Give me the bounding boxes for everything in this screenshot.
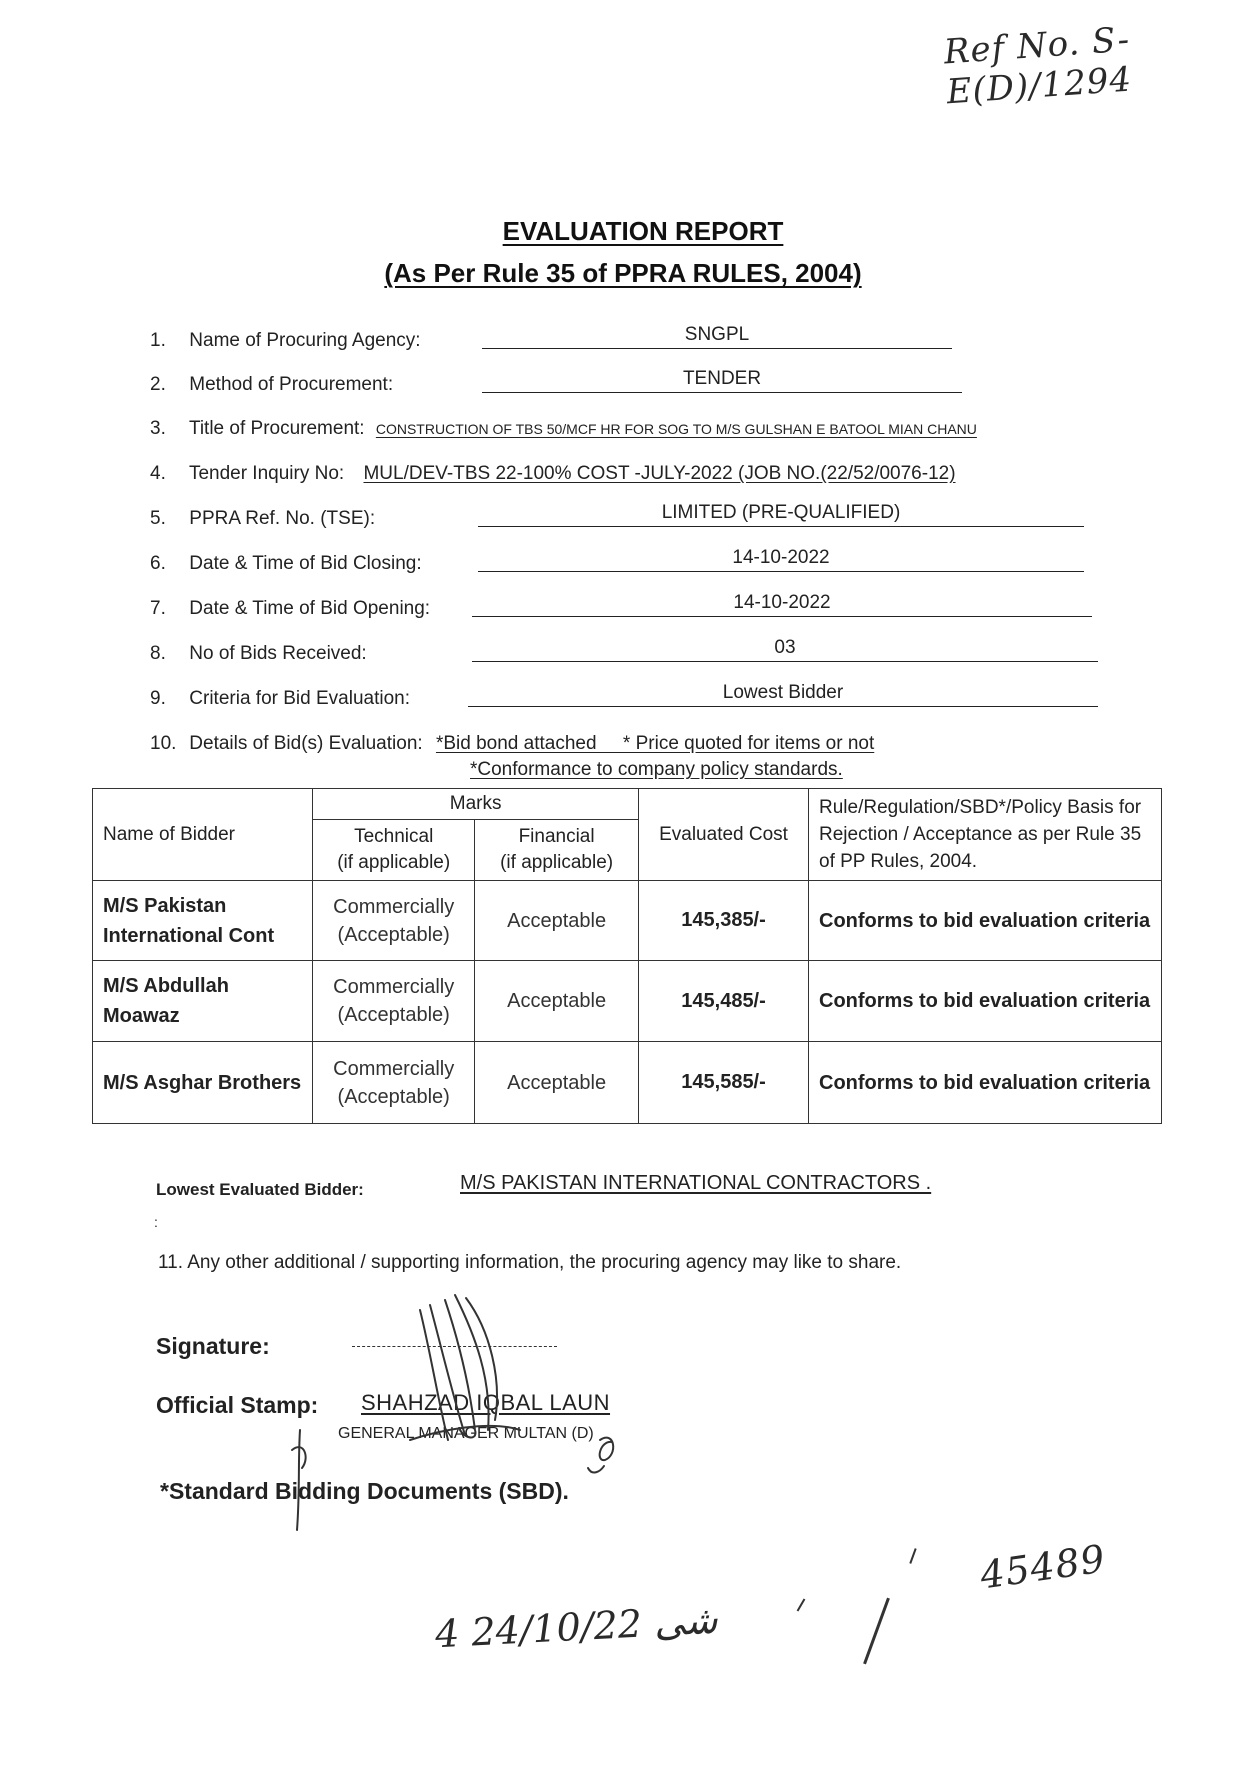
item-number: 3. (150, 418, 166, 439)
bidder-basis: Conforms to bid evaluation criteria (809, 881, 1162, 961)
header-technical (313, 820, 475, 881)
header-name-of-bidder: Name of Bidder (93, 789, 313, 881)
item-label: Criteria for Bid Evaluation: (189, 688, 410, 709)
header-financial-label: Financial (518, 826, 595, 847)
item-title-of-procurement (150, 418, 977, 440)
handwritten-reference-number: Ref No. S-E(D)/1294 (942, 19, 1134, 113)
item-number: 8. (150, 643, 166, 664)
bidder-financial: Acceptable (475, 961, 639, 1042)
bidder-evaluated-cost: 145,585/- (639, 1042, 809, 1124)
item-bids-received (150, 637, 796, 665)
bidder-name: M/S Pakistan International Cont (93, 881, 313, 961)
signature-label: Signature: (156, 1333, 270, 1359)
ppra-ref-value: LIMITED (PRE-QUALIFIED) (478, 502, 1084, 527)
item-number: 7. (150, 598, 166, 619)
title-of-procurement-value: CONSTRUCTION OF TBS 50/MCF HR FOR SOG TO M/S GULSHAN E BATOOL MIAN CHANU (375, 421, 977, 437)
table-row (93, 881, 1162, 961)
item-label: No of Bids Received: (189, 643, 367, 664)
item-label: Details of Bid(s) Evaluation: (189, 733, 423, 754)
item-additional-information: 11. Any other additional / supporting information, the procuring agency may like to share. (158, 1252, 902, 1273)
bidder-name: M/S Abdullah Moawaz (93, 961, 313, 1042)
report-title (0, 216, 1246, 247)
table-row (93, 1042, 1162, 1124)
header-basis: Rule/Regulation/SBD*/Policy Basis for Rejection / Acceptance as per Rule 35 of PP Rules, 2004. (809, 789, 1162, 881)
method-of-procurement-value: TENDER (482, 368, 962, 393)
stamp-title: GENERAL MANAGER MULTAN (D) (338, 1425, 594, 1442)
bidder-technical: Commercially (Acceptable) (313, 961, 475, 1042)
bid-evaluation-details-value-line-2: *Conformance to company policy standards. (470, 759, 843, 780)
bid-closing-value: 14-10-2022 (478, 547, 1084, 572)
item-method-of-procurement (150, 368, 762, 396)
item-label: Title of Procurement: (188, 418, 365, 439)
procuring-agency-value: SNGPL (482, 324, 952, 349)
stray-mark: : (154, 1214, 158, 1230)
criteria-value: Lowest Bidder (468, 682, 1098, 707)
item-criteria (150, 682, 844, 710)
item-ppra-ref (150, 502, 901, 530)
bid-evaluation-details-value: *Bid bond attached * Price quoted for items or not (435, 733, 875, 754)
item-label: Method of Procurement: (189, 374, 394, 395)
bid-opening-value: 14-10-2022 (472, 592, 1092, 617)
item-number: 1. (150, 330, 166, 351)
handwritten-diary-number: 45489 (977, 1536, 1109, 1598)
item-number: 5. (150, 508, 166, 529)
tender-inquiry-value: MUL/DEV-TBS 22-100% COST -JULY-2022 (JOB NO.(22/52/0076-12) (363, 463, 956, 484)
item-tender-inquiry (150, 463, 956, 485)
report-subtitle (0, 258, 1246, 289)
official-stamp-label: Official Stamp: (156, 1392, 319, 1418)
item-number: 2. (150, 374, 166, 395)
handwritten-tick-mark (797, 1598, 806, 1611)
report-subtitle-text: (As Per Rule 35 of PPRA RULES, 2004) (384, 258, 862, 288)
bidder-basis: Conforms to bid evaluation criteria (809, 961, 1162, 1042)
table-row (93, 961, 1162, 1042)
lowest-bidder-label: Lowest Evaluated Bidder: (156, 1180, 364, 1199)
header-evaluated-cost: Evaluated Cost (639, 789, 809, 881)
handwritten-tick-mark (909, 1548, 916, 1564)
item-label: Date & Time of Bid Opening: (189, 598, 431, 619)
item-label: Date & Time of Bid Closing: (189, 553, 422, 574)
item-label: Tender Inquiry No: (188, 463, 345, 484)
lowest-bidder-value: M/S PAKISTAN INTERNATIONAL CONTRACTORS . (460, 1172, 932, 1194)
bidder-basis: Conforms to bid evaluation criteria (809, 1042, 1162, 1124)
header-technical-label: Technical (354, 826, 434, 847)
item-number: 6. (150, 553, 166, 574)
item-number: 4. (150, 463, 166, 484)
header-financial (475, 820, 639, 881)
handwritten-signature (270, 1290, 690, 1550)
item-bid-closing (150, 547, 830, 575)
item-number: 9. (150, 688, 166, 709)
item-bid-opening (150, 592, 831, 620)
item-bid-evaluation-details (150, 733, 875, 780)
item-label: PPRA Ref. No. (TSE): (189, 508, 376, 529)
sbd-footnote: *Standard Bidding Documents (SBD). (160, 1478, 569, 1504)
bidder-evaluated-cost: 145,385/- (639, 881, 809, 961)
bidder-technical: Commercially (Acceptable) (313, 881, 475, 961)
item-procuring-agency (150, 324, 750, 352)
handwritten-diary-note: 4 شی 24/10/22 (434, 1597, 719, 1657)
table-header-row (93, 789, 1162, 820)
header-financial-note: (if applicable) (500, 852, 614, 873)
handwritten-slash-mark (863, 1598, 890, 1665)
bidder-financial: Acceptable (475, 1042, 639, 1124)
bid-evaluation-table (92, 788, 1162, 1124)
bidder-name: M/S Asghar Brothers (93, 1042, 313, 1124)
stamp-name: SHAHZAD IQBAL LAUN (361, 1390, 611, 1415)
header-technical-note: (if applicable) (337, 852, 451, 873)
item-number: 10. (150, 733, 177, 754)
report-title-text: EVALUATION REPORT (502, 216, 784, 246)
bidder-technical: Commercially (Acceptable) (313, 1042, 475, 1124)
bidder-evaluated-cost: 145,485/- (639, 961, 809, 1042)
bids-received-value: 03 (472, 637, 1098, 662)
item-label: Name of Procuring Agency: (189, 330, 421, 351)
header-marks: Marks (313, 789, 639, 820)
bidder-financial: Acceptable (475, 881, 639, 961)
